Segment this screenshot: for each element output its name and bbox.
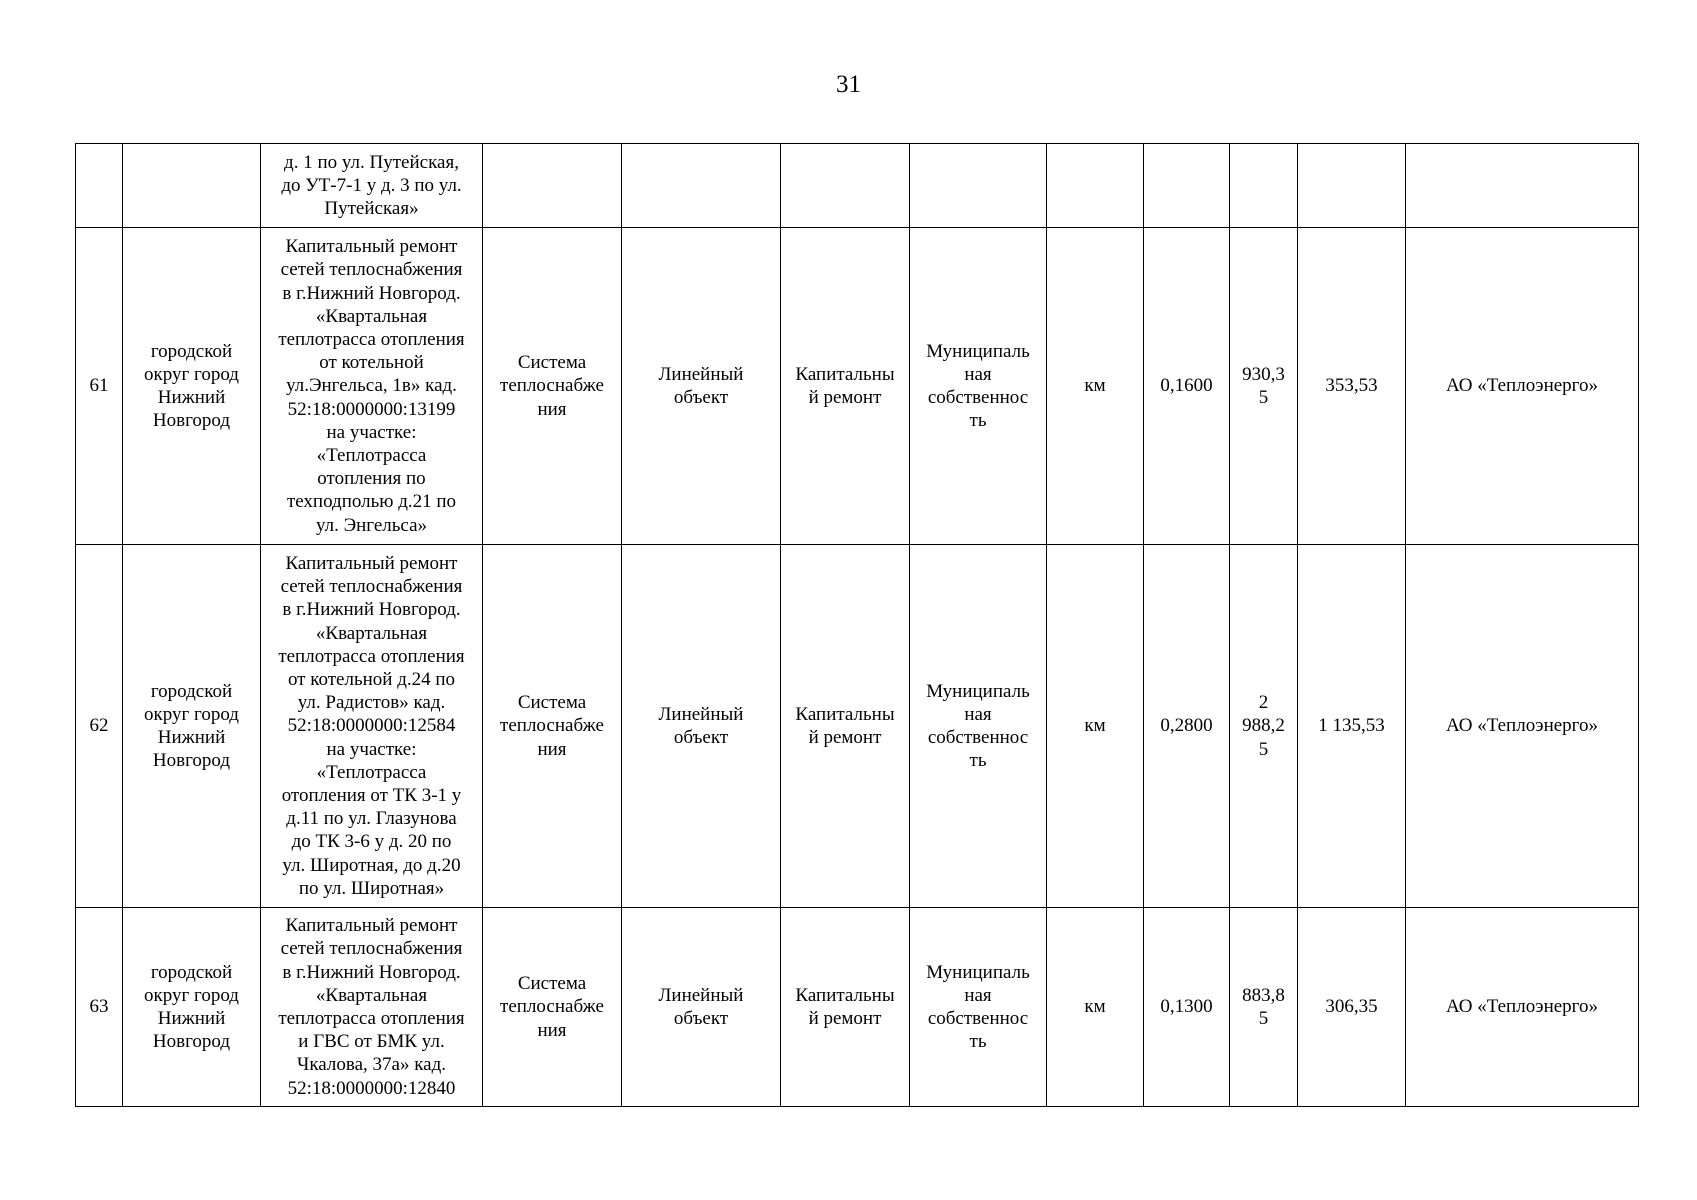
unit-cell xyxy=(1047,144,1144,228)
row-number-cell xyxy=(76,144,123,228)
executor-cell: АО «Теплоэнерго» xyxy=(1406,908,1639,1107)
table-row xyxy=(76,228,1639,545)
ownership-cell: Муниципаль ная собственнос ть xyxy=(910,908,1047,1107)
work-type-cell: Капитальны й ремонт xyxy=(781,228,910,545)
cost-cell xyxy=(1230,144,1298,228)
table-row xyxy=(76,144,1639,228)
description-cell: д. 1 по ул. Путейская, до УТ-7-1 у д. 3 по ул. Путейская» xyxy=(261,144,483,228)
cost-cell: 930,3 5 xyxy=(1230,228,1298,545)
ownership-cell: Муниципаль ная собственнос ть xyxy=(910,228,1047,545)
length-cell: 0,1600 xyxy=(1144,228,1230,545)
object-type-cell: Линейный объект xyxy=(622,545,781,908)
page-number: 31 xyxy=(836,71,861,98)
executor-cell: АО «Теплоэнерго» xyxy=(1406,228,1639,545)
cost-total-cell: 353,53 xyxy=(1298,228,1406,545)
table-row xyxy=(76,545,1639,908)
ownership-cell: Муниципаль ная собственнос ть xyxy=(910,545,1047,908)
length-cell: 0,1300 xyxy=(1144,908,1230,1107)
cost-total-cell xyxy=(1298,144,1406,228)
unit-cell: км xyxy=(1047,545,1144,908)
system-cell: Система теплоснабже ния xyxy=(483,228,622,545)
row-number-cell: 62 xyxy=(76,545,123,908)
municipality-cell: городской округ город Нижний Новгород xyxy=(123,228,261,545)
description-cell: Капитальный ремонт сетей теплоснабжения в г.Нижний Новгород. «Квартальная теплотрасса отопления от котельной ул.Энгельса, 1в» кад. 52:18:0000000:13199 на участке: «Теплотрасса отопления по техподполью д.21 по ул. Энгельса» xyxy=(261,228,483,545)
cost-total-cell: 306,35 xyxy=(1298,908,1406,1107)
cost-cell: 2 988,2 5 xyxy=(1230,545,1298,908)
executor-cell: АО «Теплоэнерго» xyxy=(1406,545,1639,908)
object-type-cell: Линейный объект xyxy=(622,908,781,1107)
row-number-cell: 63 xyxy=(76,908,123,1107)
municipality-cell xyxy=(123,144,261,228)
municipality-cell: городской округ город Нижний Новгород xyxy=(123,545,261,908)
length-cell: 0,2800 xyxy=(1144,545,1230,908)
cost-total-cell: 1 135,53 xyxy=(1298,545,1406,908)
description-cell: Капитальный ремонт сетей теплоснабжения в г.Нижний Новгород. «Квартальная теплотрасса отопления и ГВС от БМК ул. Чкалова, 37а» кад. 52:18:0000000:12840 xyxy=(261,908,483,1107)
object-type-cell: Линейный объект xyxy=(622,228,781,545)
table-row xyxy=(76,908,1639,1107)
object-type-cell xyxy=(622,144,781,228)
description-cell: Капитальный ремонт сетей теплоснабжения в г.Нижний Новгород. «Квартальная теплотрасса отопления от котельной д.24 по ул. Радистов» кад. 52:18:0000000:12584 на участке: «Теплотрасса отопления от ТК 3-1 у д.11 по ул. Глазунова до ТК 3-6 у д. 20 по ул. Широтная, до д.20 по ул. Широтная» xyxy=(261,545,483,908)
work-type-cell: Капитальны й ремонт xyxy=(781,908,910,1107)
length-cell xyxy=(1144,144,1230,228)
unit-cell: км xyxy=(1047,908,1144,1107)
system-cell xyxy=(483,144,622,228)
municipality-cell: городской округ город Нижний Новгород xyxy=(123,908,261,1107)
system-cell: Система теплоснабже ния xyxy=(483,545,622,908)
cost-cell: 883,8 5 xyxy=(1230,908,1298,1107)
system-cell: Система теплоснабже ния xyxy=(483,908,622,1107)
work-type-cell: Капитальны й ремонт xyxy=(781,545,910,908)
works-table xyxy=(75,143,1639,1107)
row-number-cell: 61 xyxy=(76,228,123,545)
executor-cell xyxy=(1406,144,1639,228)
work-type-cell xyxy=(781,144,910,228)
ownership-cell xyxy=(910,144,1047,228)
unit-cell: км xyxy=(1047,228,1144,545)
